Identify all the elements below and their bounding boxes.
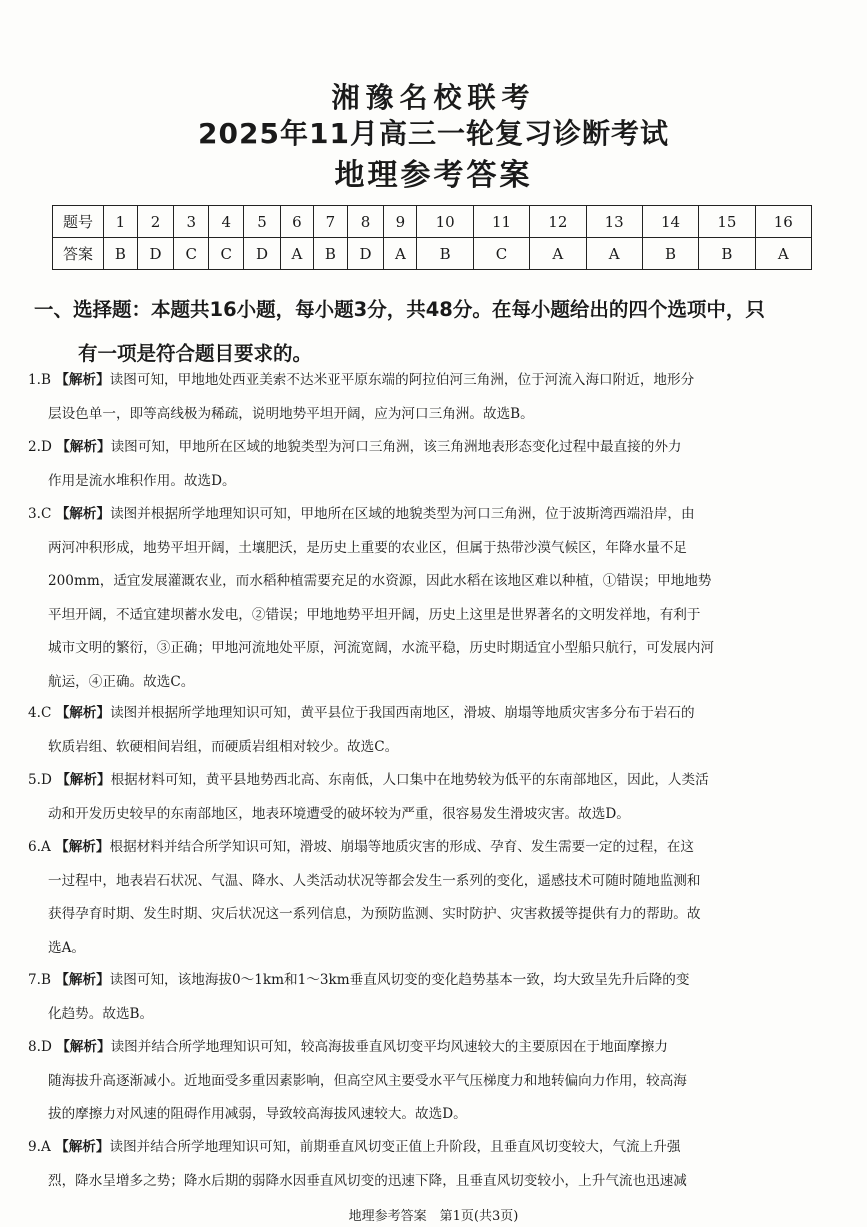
analysis-tag: 【解析】 <box>55 839 110 855</box>
explanation-line <box>28 431 824 465</box>
answer-cell: B <box>314 238 348 270</box>
answer-cell: C <box>209 238 244 270</box>
explanation-text: 烈，降水呈增多之势；降水后期的弱降水因垂直风切变的迅速下降，且垂直风切变较小，上升气流也迅速减 <box>48 1172 687 1189</box>
answer-cell: B <box>642 238 698 270</box>
answer-explanation <box>28 364 824 431</box>
explanation-text: 读图并结合所学地理知识可知，前期垂直风切变正值上升阶段，且垂直风切变较大，气流上升强 <box>109 1139 681 1155</box>
question-number-cell: 4 <box>209 206 244 238</box>
question-number-cell: 7 <box>314 206 348 238</box>
explanation-text: 化趋势。故选B。 <box>48 1005 154 1022</box>
question-number-cell: 1 <box>104 206 138 238</box>
analysis-tag: 【解析】 <box>55 372 110 388</box>
explanation-line <box>28 1031 824 1065</box>
section-heading <box>34 288 834 376</box>
page-footer: 地理参考答案 第1页(共3页) <box>348 1209 519 1224</box>
answer-cell: C <box>473 238 529 270</box>
question-number-cell: 13 <box>586 206 642 238</box>
explanation-text: 一过程中，地表岩石状况、气温、降水、人类活动状况等都会发生一系列的变化，遥感技术可随时随地监测和 <box>48 872 701 889</box>
explanation-line <box>28 532 824 566</box>
question-label: 2.D <box>28 439 52 455</box>
question-number-cell: 8 <box>347 206 384 238</box>
explanation-text: 获得孕育时期、发生时期、灾后状况这一系列信息，为预防监测、实时防护、灾害救援等提供有力的帮助。故 <box>48 906 701 922</box>
question-label: 1.B <box>28 372 51 388</box>
explanation-text: 航运，④正确。故选C。 <box>48 673 195 690</box>
question-label: 5.D <box>28 772 52 788</box>
question-label: 8.D <box>28 1039 52 1055</box>
question-number-cell: 2 <box>137 206 174 238</box>
explanation-line <box>28 998 824 1032</box>
analysis-tag: 【解析】 <box>56 772 111 788</box>
question-label: 3.C <box>28 506 52 522</box>
answer-explanation <box>28 964 824 1031</box>
question-number-cell: 5 <box>244 206 281 238</box>
answer-cell: D <box>137 238 174 270</box>
explanation-line <box>28 364 824 398</box>
explanation-line <box>28 1065 824 1099</box>
answer-label-cell: 答案 <box>53 238 104 270</box>
answer-key-title: 地理参考答案 <box>334 158 533 193</box>
analysis-tag: 【解析】 <box>55 506 111 522</box>
answer-explanation <box>28 831 824 965</box>
question-label: 6.A <box>28 839 51 855</box>
question-label-cell: 题号 <box>53 206 104 238</box>
answer-cell: A <box>586 238 642 270</box>
question-number-cell: 16 <box>755 206 811 238</box>
explanation-text: 根据材料并结合所学知识可知，滑坡、崩塌等地质灾害的形成、孕育、发生需要一定的过程，在这 <box>109 839 695 855</box>
answer-explanation <box>28 498 824 699</box>
analysis-tag: 【解析】 <box>55 972 110 988</box>
answer-explanation <box>28 1031 824 1132</box>
explanation-line <box>28 831 824 865</box>
explanation-text: 选A。 <box>48 939 86 956</box>
explanation-line <box>28 731 824 765</box>
answer-cell: A <box>530 238 586 270</box>
explanation-line <box>28 1131 824 1165</box>
question-number-cell: 12 <box>530 206 586 238</box>
section-heading-line1: 一、选择题：本题共16小题，每小题3分，共48分。在每小题给出的四个选项中，只 <box>34 298 765 321</box>
explanation-line <box>28 666 824 700</box>
question-number-cell: 14 <box>642 206 698 238</box>
question-label: 7.B <box>28 972 51 988</box>
question-number-cell: 6 <box>280 206 313 238</box>
answer-explanation <box>28 697 824 764</box>
answer-explanation <box>28 764 824 831</box>
explanation-line <box>28 398 824 432</box>
explanation-text: 读图可知，甲地所在区域的地貌类型为河口三角洲，该三角洲地表形态变化过程中最直接的外力 <box>110 439 682 455</box>
answer-cell: A <box>755 238 811 270</box>
explanation-text: 软质岩组、软硬相间岩组，而硬质岩组相对较少。故选C。 <box>48 738 399 755</box>
exam-org-title: 湘豫名校联考 <box>331 81 536 114</box>
explanation-line <box>28 932 824 966</box>
answer-explanation <box>28 1131 824 1198</box>
explanation-text: 读图并根据所学地理知识可知，甲地所在区域的地貌类型为河口三角洲，位于波斯湾西端沿岸，由 <box>110 506 695 522</box>
question-label: 9.A <box>28 1139 51 1155</box>
question-number-cell: 15 <box>699 206 755 238</box>
analysis-tag: 【解析】 <box>56 1039 111 1055</box>
explanation-line <box>28 632 824 666</box>
answer-cell: A <box>280 238 313 270</box>
answer-table <box>52 205 812 270</box>
explanation-line <box>28 599 824 633</box>
question-label: 4.C <box>28 705 52 721</box>
exam-name-title: 2025年11月高三一轮复习诊断考试 <box>198 117 669 150</box>
answer-cell: D <box>347 238 384 270</box>
explanation-text: 随海拔升高逐渐减小。近地面受多重因素影响，但高空风主要受水平气压梯度力和地转偏向力作用，较高海 <box>48 1072 687 1089</box>
section-heading-line2: 有一项是符合题目要求的。 <box>78 342 313 365</box>
explanation-line <box>28 964 824 998</box>
explanation-line <box>28 1098 824 1132</box>
explanation-line <box>28 697 824 731</box>
explanation-text: 两河冲积形成，地势平坦开阔，土壤肥沃，是历史上重要的农业区，但属于热带沙漠气候区，年降水量不足 <box>48 539 687 556</box>
explanation-text: 读图并根据所学地理知识可知，黄平县位于我国西南地区，滑坡、崩塌等地质灾害多分布于岩石的 <box>110 705 695 721</box>
explanation-text: 动和开发历史较早的东南部地区，地表环境遭受的破坏较为严重，很容易发生滑坡灾害。故选D。 <box>48 805 630 822</box>
analysis-tag: 【解析】 <box>55 705 111 721</box>
explanation-line <box>28 465 824 499</box>
question-number-cell: 3 <box>174 206 209 238</box>
explanation-line <box>28 498 824 532</box>
explanation-line <box>28 898 824 932</box>
answer-cell: D <box>244 238 281 270</box>
explanation-text: 读图可知，该地海拔0～1km和1～3km垂直风切变的变化趋势基本一致，均大致呈先升后降的变 <box>109 972 690 988</box>
question-number-cell: 11 <box>473 206 529 238</box>
explanation-text: 作用是流水堆积作用。故选D。 <box>48 472 236 489</box>
explanation-line <box>28 1165 824 1199</box>
explanation-text: 城市文明的繁衍，③正确；甲地河流地处平原，河流宽阔，水流平稳，历史时期适宜小型船只航行，可发展内河 <box>48 640 715 656</box>
question-number-row <box>53 206 812 238</box>
answer-row <box>53 238 812 270</box>
explanation-line <box>28 764 824 798</box>
explanation-line <box>28 865 824 899</box>
question-number-cell: 9 <box>384 206 417 238</box>
answer-explanation <box>28 431 824 498</box>
explanation-text: 根据材料可知，黄平县地势西北高、东南低，人口集中在地势较为低平的东南部地区，因此，人类活 <box>110 772 709 788</box>
explanation-text: 200mm，适宜发展灌溉农业，而水稻种植需要充足的水资源，因此水稻在该地区难以种植，①错误；甲地地势 <box>48 573 712 589</box>
answer-cell: C <box>174 238 209 270</box>
analysis-tag: 【解析】 <box>56 439 111 455</box>
explanation-text: 读图可知，甲地地处西亚美索不达米亚平原东端的阿拉伯河三角洲，位于河流入海口附近，地形分 <box>109 372 695 388</box>
explanation-text: 层设色单一，即等高线极为稀疏，说明地势平坦开阔，应为河口三角洲。故选B。 <box>48 405 534 422</box>
answer-cell: B <box>417 238 473 270</box>
explanation-text: 读图并结合所学地理知识可知，较高海拔垂直风切变平均风速较大的主要原因在于地面摩擦力 <box>110 1039 668 1055</box>
answer-cell: A <box>384 238 417 270</box>
answer-cell: B <box>699 238 755 270</box>
explanation-line <box>28 798 824 832</box>
analysis-tag: 【解析】 <box>55 1139 110 1155</box>
explanation-text: 拔的摩擦力对风速的阻碍作用减弱，导致较高海拔风速较大。故选D。 <box>48 1106 467 1122</box>
question-number-cell: 10 <box>417 206 473 238</box>
explanation-text: 平坦开阔，不适宜建坝蓄水发电，②错误；甲地地势平坦开阔，历史上这里是世界著名的文明发祥地，有利于 <box>48 606 701 623</box>
answer-cell: B <box>104 238 138 270</box>
explanation-line <box>28 565 824 599</box>
